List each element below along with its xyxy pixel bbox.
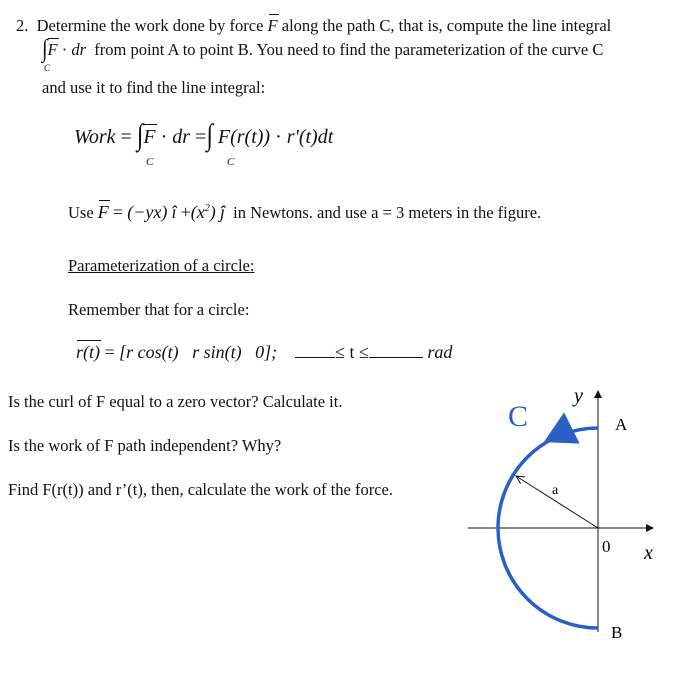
x-axis-label: x (644, 542, 653, 564)
equals-sign: = (112, 202, 124, 222)
integral-subscript: C (44, 63, 51, 73)
integral-subscript-2: C (227, 156, 235, 168)
force-vector-symbol: F (47, 40, 58, 59)
force-of-r: F(r(t)) (217, 126, 271, 148)
integral-symbol-2: ∫ (206, 119, 213, 153)
dr-symbol: dr (172, 126, 191, 148)
dr-symbol (71, 40, 86, 59)
r-of-t: r(t) (76, 342, 100, 362)
radius-label: a (552, 483, 559, 498)
force-term-1: (−yx) (127, 202, 168, 222)
j-hat: ĵ (219, 202, 225, 222)
term2-exponent: 2 (204, 203, 210, 214)
force-vector-symbol: F (97, 202, 109, 222)
param-vector: [r cos(t) r sin(t) 0]; (119, 342, 278, 362)
dot-operator: · (160, 126, 168, 148)
force-definition (68, 202, 541, 223)
upper-bound-blank[interactable] (369, 343, 423, 358)
lower-bound-blank[interactable] (295, 343, 335, 358)
use-label: Use (68, 203, 94, 222)
integral-symbol: ∫ (136, 119, 144, 153)
equals-sign-2: = (195, 126, 207, 148)
force-tail: in Newtons. and use a = 3 meters in the figure. (233, 203, 542, 222)
problem-line-3: and use it to find the line integral: (42, 78, 266, 97)
integral-subscript: C (146, 156, 154, 168)
force-vector-symbol: F (267, 16, 278, 35)
force-term-2 (191, 202, 216, 222)
work-lhs: Work (74, 126, 116, 148)
param-equation (76, 342, 452, 363)
equals-sign: = (104, 342, 115, 362)
work-equation (74, 119, 334, 153)
force-vector-symbol: F (143, 126, 156, 148)
dot-operator-2: · (275, 126, 282, 148)
i-hat: î (171, 202, 177, 222)
param-remember: Remember that for a circle: (68, 300, 250, 319)
term2-close: ) (209, 202, 216, 222)
r-prime-dt: r'(t)dt (286, 126, 334, 148)
param-heading: Parameterization of a circle: (68, 256, 255, 275)
question-3: Find F(r(t)) and r’(t), then, calculate the work of the force. (8, 480, 394, 499)
equals-sign: = (120, 126, 132, 148)
range-symbol: ≤ t ≤ (335, 342, 369, 362)
curve-label: C (508, 400, 529, 433)
point-a-label: A (615, 415, 628, 434)
y-axis-label: y (574, 385, 583, 407)
question-1: Is the curl of F equal to a zero vector? Calculate it. (8, 392, 343, 411)
integral-symbol: ∫ (42, 35, 48, 63)
circle-path-figure (450, 370, 680, 670)
problem-text-1a: Determine the work done by force (36, 16, 264, 35)
problem-line-1 (16, 16, 611, 36)
dot-operator: · (61, 40, 68, 59)
problem-number: 2. (16, 16, 29, 35)
problem-line-2 (42, 35, 604, 63)
problem-text-1b: along the path C, that is, compute the line integral (281, 16, 612, 35)
rad-unit: rad (427, 342, 453, 362)
question-2: Is the work of F path independent? Why? (8, 436, 282, 455)
origin-label: 0 (602, 537, 611, 556)
dr-text: dr (71, 40, 86, 59)
problem-text-2b: from point A to point B. You need to find the parameterization of the curve C (94, 40, 604, 59)
plus-sign: + (180, 202, 191, 222)
path-direction-arrow (550, 434, 560, 439)
term2-open: (x (190, 202, 205, 222)
point-b-label: B (611, 623, 623, 642)
